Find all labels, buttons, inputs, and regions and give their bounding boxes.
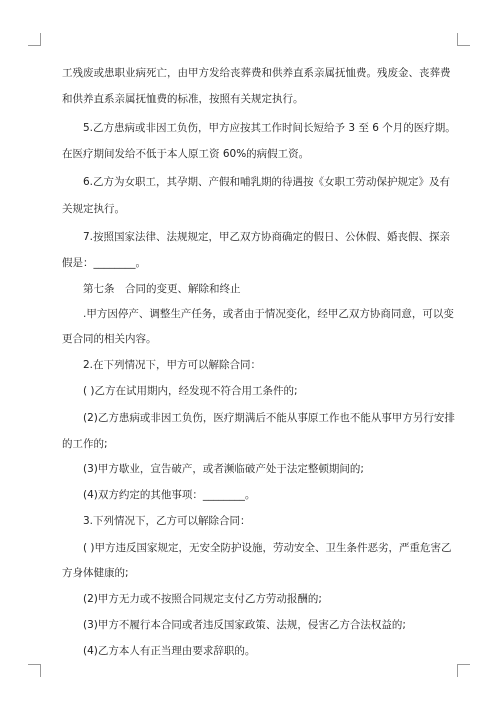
text-line: 的工作的; bbox=[62, 438, 108, 450]
text-line: 5.乙方患病或非因工负伤，甲方应按其工作时间长短给予 3 至 6 个月的医疗期。 bbox=[83, 122, 456, 134]
text-line: 和供养直系亲属抚恤费的标准，按照有关规定执行。 bbox=[62, 93, 304, 105]
crop-mark-bottom-right bbox=[457, 664, 470, 677]
text-line: 更合同的相关内容。 bbox=[62, 333, 157, 345]
text-line: 关规定执行。 bbox=[62, 203, 125, 215]
text-line: 假是：________。 bbox=[62, 257, 146, 269]
text-line: .甲方因停产、调整生产任务，或者由于情况变化，经甲乙双方协商同意，可以变 bbox=[83, 308, 454, 320]
text-line: ( )乙方在试用期内，经发现不符合用工条件的; bbox=[83, 385, 298, 397]
text-line: (4)双方约定的其他事项：________。 bbox=[83, 489, 256, 501]
text-line: ( )甲方违反国家规定，无安全防护设施，劳动安全、卫生条件恶劣，严重危害乙 bbox=[83, 542, 452, 554]
crop-mark-top-left bbox=[28, 33, 41, 46]
text-line: 2.在下列情况下，甲方可以解除合同： bbox=[83, 359, 262, 371]
crop-mark-top-right bbox=[457, 33, 470, 46]
text-line: 7.按照国家法律、法规规定，甲乙双方协商确定的假日、公休假、婚丧假、探亲 bbox=[83, 231, 451, 243]
text-line: 方身体健康的; bbox=[62, 567, 129, 579]
text-line: (4)乙方本人有正当理由要求辞职的。 bbox=[83, 645, 256, 657]
text-line: (2)甲方无力或不按照合同规定支付乙方劳动报酬的; bbox=[83, 593, 322, 605]
text-line: 6.乙方为女职工，其孕期、产假和哺乳期的待遇按《女职工劳动保护规定》及有 bbox=[83, 176, 451, 188]
text-line: (3)甲方不履行本合同或者违反国家政策、法规，侵害乙方合法权益的; bbox=[83, 619, 406, 631]
section-heading: 第七条 合同的变更、解除和终止 bbox=[83, 283, 241, 295]
text-line: 在医疗期间发给不低于本人原工资 60%的病假工资。 bbox=[62, 148, 310, 160]
text-line: 3.下列情况下，乙方可以解除合同： bbox=[83, 515, 251, 527]
crop-mark-bottom-left bbox=[28, 664, 41, 677]
text-line: 工残废或患职业病死亡，由甲方发给丧葬费和供养直系亲属抚恤费。残废金、丧葬费 bbox=[62, 67, 451, 79]
text-line: (2)乙方患病或非因工负伤，医疗期满后不能从事原工作也不能从事甲方另行安排 bbox=[83, 412, 455, 424]
text-line: (3)甲方歇业，宣告破产，或者濒临破产处于法定整顿期间的; bbox=[83, 463, 364, 475]
